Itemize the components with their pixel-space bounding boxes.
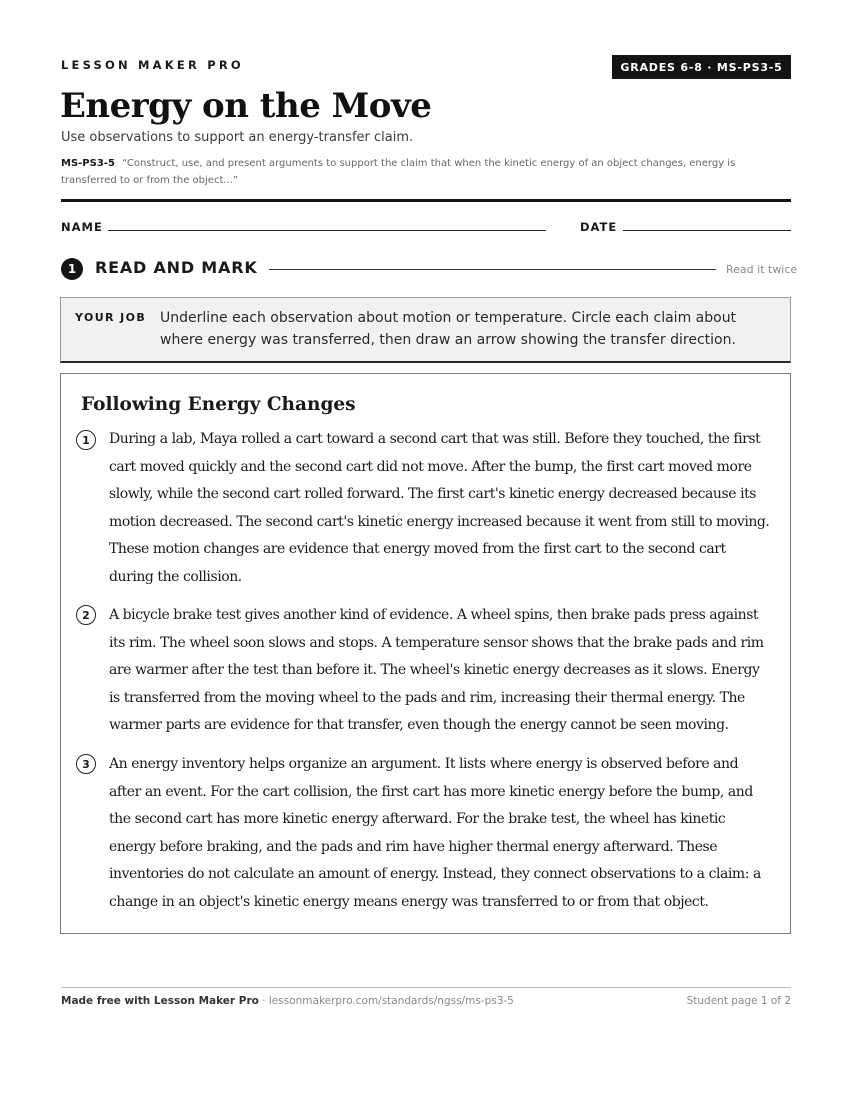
footer-credit (61, 995, 514, 1007)
grade-standard-badge: GRADES 6-8 · MS-PS3-5 (612, 55, 791, 79)
instructions-label: YOUR JOB (75, 311, 147, 324)
name-blank-line[interactable] (108, 230, 546, 231)
section-number-badge: 1 (61, 258, 83, 280)
instructions-text: Underline each observation about motion or temperature. Circle each claim about where energy was transferred, then draw an arrow showing the transfer direction. (160, 310, 737, 348)
footer-made-with: Made free with Lesson Maker Pro (61, 995, 259, 1007)
paragraph-number-2: 2 (76, 605, 96, 625)
paragraph-3: An energy inventory helps organize an argument. It lists where energy is observed before and after an event. For the cart collision, the first cart has more kinetic energy before the bump, and the second cart has more kinetic energy afterward. For the brake test, the wheel has kinetic energy before braking, and the pads and rim have higher thermal energy afterward. These inventories do not calculate an amount of energy. Instead, they connect observations to a claim: a change in an object's kinetic energy means energy was transferred to or from that object. (109, 756, 761, 910)
standard-text: “Construct, use, and present arguments to support the claim that when the kinetic energy of an object changes, energy is transferred to or from the object...” (61, 158, 736, 186)
paragraph-1: During a lab, Maya rolled a cart toward a second cart that was still. Before they touched, the first cart moved quickly and the second cart did not move. After the bump, the first cart moved more slowly, while the second cart rolled forward. The first cart's kinetic energy decreased because its motion decreased. The second cart's kinetic energy increased because it went from still to moving. These motion changes are evidence that energy moved from the first cart to the second cart during the collision. (109, 431, 770, 585)
header-divider (61, 199, 791, 202)
reading-title: Following Energy Changes (81, 394, 356, 415)
section-rule (269, 269, 716, 270)
brand-name: LESSON MAKER PRO (61, 58, 244, 72)
date-blank-line[interactable] (623, 230, 791, 231)
section-title: READ AND MARK (95, 258, 258, 277)
worksheet-title: Energy on the Move (60, 86, 432, 126)
standard-statement (61, 156, 791, 189)
paragraph-2: A bicycle brake test gives another kind of evidence. A wheel spins, then brake pads press against its rim. The wheel soon slows and stops. A temperature sensor shows that the brake pads and rim are warmer after the test than before it. The wheel's kinetic energy decreases as it slows. Energy is transferred from the moving wheel to the pads and rim, increasing their thermal energy. The warmer parts are evidence for that transfer, even though the energy cannot be seen moving. (109, 607, 764, 734)
paragraph-number-3: 3 (76, 754, 96, 774)
page-indicator: Student page 1 of 2 (686, 995, 791, 1007)
worksheet-subtitle: Use observations to support an energy-transfer claim. (61, 130, 414, 145)
footer-url[interactable]: · lessonmakerpro.com/standards/ngss/ms-ps3-5 (262, 995, 514, 1007)
name-label: NAME (61, 220, 103, 234)
standard-code: MS-PS3-5 (61, 158, 115, 169)
instructions-box (60, 297, 791, 363)
footer-divider (61, 987, 791, 988)
section-note: Read it twice (726, 263, 798, 276)
paragraph-number-1: 1 (76, 430, 96, 450)
date-label: DATE (580, 220, 618, 234)
reading-passage-box (60, 373, 791, 934)
